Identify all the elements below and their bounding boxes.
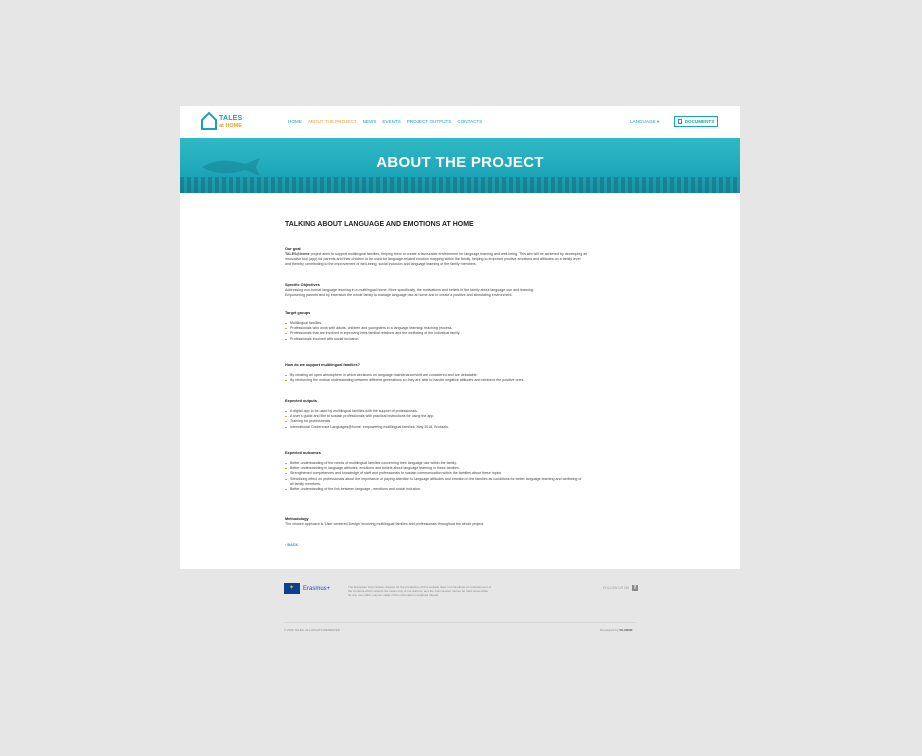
nav-project-outputs[interactable]: PROJECT OUTPUTS	[406, 119, 452, 124]
page-card	[180, 106, 740, 569]
list-item: By creating an open atmosphere in which decisions on language maintenance/shift are considered and are debatable.	[285, 373, 637, 378]
target-title: Target groups	[285, 311, 311, 315]
goal-text-3: and thereby contributing to the improvement of well-being, social inclusion and language learning of the family members.	[285, 262, 477, 266]
eu-flag-icon: ✶	[284, 583, 300, 594]
back-link[interactable]	[285, 543, 298, 547]
goal-title: Our goal	[285, 247, 301, 251]
page-title: ABOUT THE PROJECT	[376, 154, 544, 171]
copyright: © 2016 TALES. ALL RIGHTS RESERVED	[284, 628, 340, 632]
footer-divider	[284, 622, 636, 623]
list-item: A user's guide and film to sustain professionals with practical instructions for using the app.	[285, 414, 637, 419]
nav-about-project[interactable]: ABOUT THE PROJECT	[307, 119, 357, 124]
logo-subtext: at HOME	[219, 123, 242, 129]
list-item: Better understanding of the link between language - emotions and social inclusion.	[285, 487, 637, 492]
goal-brand: TALES@home	[285, 252, 310, 256]
logo-text: TALES	[219, 115, 243, 122]
objectives-text-1: Addressing non-formal language learning in a multilingual home. More specifically, the motivations and beliefs in the family about language use and learning.	[285, 288, 534, 292]
erasmus-label: Erasmus+	[303, 585, 331, 592]
nav-events[interactable]: EVENTS	[382, 119, 401, 124]
list-item: By reinforcing the mutual understanding between different generations so they are able to handle negative attitudes and reinforce the positive ones.	[285, 378, 637, 383]
objectives-section	[285, 283, 637, 298]
site-header	[180, 106, 740, 138]
list-item: Sensitizing effect on professionals about the importance of paying attention to language attitudes and emotion in the families as conditions for better language learning and wellbeing of	[285, 477, 637, 482]
developer-link[interactable]: VILANOE	[619, 628, 633, 632]
nav-home[interactable]: HOME	[288, 119, 302, 124]
site-logo[interactable]	[200, 111, 242, 133]
list-item: Better understanding of the needs of multilingual families concerning their language use within the family.	[285, 461, 637, 466]
back-label: BACK	[287, 543, 299, 547]
main-nav	[288, 119, 482, 124]
support-section	[285, 363, 637, 383]
methodology-title: Methodology	[285, 517, 309, 521]
document-icon	[678, 119, 682, 124]
goal-text-1: project aims to support multilingual families, helping them to create a favourable environment for language learning and well-being. This aim will be achieved by developing an	[309, 252, 588, 256]
goal-text-2: innovative tool (app) for parents and their children to be used for language-related emotion mapping within the family, helping to empower positive emotions and attitudes on a family level	[285, 257, 581, 261]
list-item: Professionals who work with adults, children and youngsters in a language learning/ teaching process.	[285, 326, 637, 331]
nav-news[interactable]: NEWS	[362, 119, 377, 124]
erasmus-logo	[284, 583, 330, 594]
objectives-text-2: Empowering parents and by extension the whole family to manage language use at home and to create a positive and stimulating environment.	[285, 293, 513, 297]
list-item-wrap: all family members.	[290, 481, 321, 486]
site-footer	[180, 578, 740, 638]
list-item: Better understanding in language attitudes, emotions and beliefs about language learning in these families.	[285, 466, 637, 471]
list-item: Strengthened competences and knowledge of staff and professionals to sustain communication within the families about these topics.	[285, 471, 637, 476]
objectives-title: Specific Objectives	[285, 283, 320, 287]
documents-label: DOCUMENTS	[684, 119, 715, 124]
caret-down-icon: ▾	[656, 119, 660, 124]
language-selector[interactable]	[630, 119, 659, 125]
chevron-left-icon: ‹	[285, 543, 287, 547]
outputs-title: Expected outputs	[285, 399, 317, 403]
house-logo-icon	[200, 111, 218, 131]
support-title: How do we support multilingual families?	[285, 363, 360, 367]
follow-us	[603, 585, 638, 591]
eu-disclaimer: The European Commission support for the production of this website does not constitute an endorsement of the contents which reflects the views only of the authors, and the Commission cannot be held responsible for any use which may be made of the information contained therein.	[348, 585, 492, 597]
facebook-icon[interactable]: f	[632, 585, 638, 591]
outcomes-title: Expected outcomes	[285, 451, 321, 455]
list-item: International Conference Languages@home: empowering multilingual families, May 2018, Brussels.	[285, 425, 637, 430]
follow-label: FOLLOW US ON	[603, 586, 629, 590]
outcomes-section	[285, 451, 637, 492]
list-item: Training for professionals.	[285, 419, 637, 424]
nav-contacts[interactable]: CONTACTS	[457, 119, 483, 124]
hero-crowd-image	[180, 177, 740, 193]
main-content	[285, 221, 635, 547]
list-item: Professionals involved with social inclusion.	[285, 337, 637, 342]
methodology-section	[285, 517, 637, 527]
goal-section	[285, 247, 637, 267]
documents-button[interactable]	[674, 116, 718, 127]
language-label: LANGUAGE	[630, 119, 656, 124]
hero-banner	[180, 138, 740, 193]
list-item: Multilingual families.	[285, 321, 637, 326]
list-item: Professionals that are involved in improving intra-familial relations and the wellbeing of the individual family.	[285, 331, 637, 336]
target-section	[285, 311, 637, 342]
outputs-section	[285, 399, 637, 430]
developer-credit	[600, 628, 633, 632]
developed-by-label: Developed by	[600, 628, 619, 632]
list-item: A digital app to be used by multilingual families with the support of professionals.	[285, 409, 637, 414]
methodology-text: The chosen approach is 'User centered Design' involving multilingual families and professionals throughout the whole project.	[285, 522, 485, 526]
section-heading: TALKING ABOUT LANGUAGE AND EMOTIONS AT HOME	[285, 221, 474, 228]
